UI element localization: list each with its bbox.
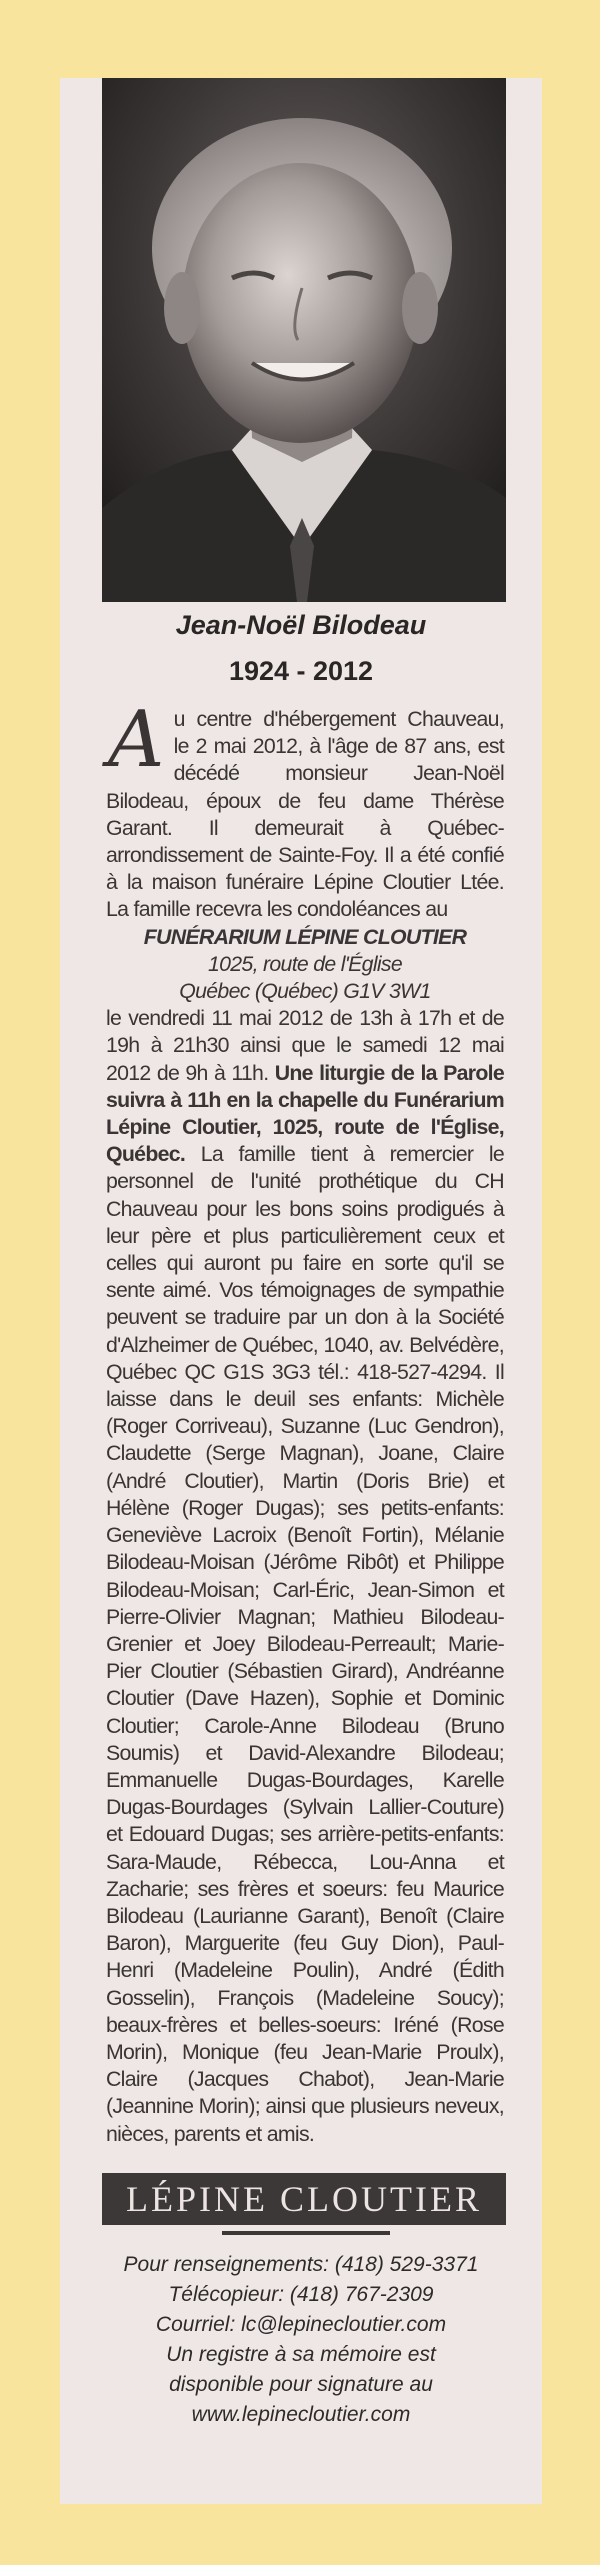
family-text: La famille tient à remercier le personnel de l'unité prothétique du CH Chauveau pour les bons soins prodigués à leur père et plus particulièrement ceux et celles qui auront pu faire en sorte qu'il se sente aimé. Vos témoignages de sympathie peuvent se traduire par un don à la Société d'Alzheimer de Québec, 1040, av. Belvédère, Québec QC G1S 3G3 tél.: 418-527-4294. Il laisse dans le deuil ses enfants: Michèle (Roger Corriveau), Suzanne (Luc Gendron), Claudette (Serge Magnan), Joane, Claire (André Cloutier), Martin (Doris Brie) et Hélène (Roger Dugas); ses petits-enfants: Geneviève Lacroix (Benoît Fortin), Mélanie Bilodeau-Moisan (Jérôme Ribôt) et Philippe Bilodeau-Moisan; Carl-Éric, Jean-Simon et Pierre-Olivier Magnan; Mathieu Bilodeau-Grenier et Joey Bilodeau-Perreault; Marie-Pier Cloutier (Sébastien Girard), Andréanne Cloutier (Dave Hazen), Sophie et Dominic Cloutier; Carole-Anne Bilodeau (Bruno Soumis) et David-Alexandre Bilodeau; Emmanuelle Dugas-Bourdages, Karelle Dugas-Bourdages (Sylvain Lallier-Couture) et Edouard Dugas; ses arrière-petits-enfants: Sara-Maude, Rébecca, Lou-Anna et Zacharie; ses frères et soeurs: feu Maurice Bilodeau (Laurianne Garant), Benoît (Claire Baron), Marguerite (feu Guy Dion), Paul-Henri (Madeleine Poulin), André (Édith Gosselin), François (Madeleine Soucy); beaux-frères et belles-soeurs: Iréné (Rose Morin), Monique (feu Jean-Marie Proulx), Claire (Jacques Chabot), Jean-Marie (Jeannine Morin); ainsi que plusieurs neveux, nièces, parents et amis.: [106, 1142, 505, 2146]
website-line: www.lepinecloutier.com: [191, 2403, 411, 2426]
email-line: Courriel: lc@lepinecloutier.com: [155, 2313, 447, 2336]
funeral-home-address-1: 1025, route de l'Église: [208, 951, 402, 976]
contact-block: [60, 2250, 542, 2430]
funeral-home-name: FUNÉRARIUM LÉPINE CLOUTIER: [143, 924, 467, 949]
funeral-home-address-2: Québec (Québec) G1V 3W1: [179, 979, 431, 1004]
fax-line: Télécopieur: (418) 767-2309: [168, 2283, 434, 2306]
registry-line-2: disponible pour signature au: [169, 2373, 433, 2396]
divider-rule: [222, 2231, 390, 2235]
deceased-name: Jean-Noël Bilodeau: [175, 610, 427, 640]
visitation-text: le vendredi 11 mai 2012 de 13h à 17h et de 19h à 21h30 ainsi que le samedi 12 mai 2012 de 9h à 11h.: [106, 1006, 504, 1085]
drop-cap: A: [108, 695, 164, 785]
registry-line-1: Un registre à sa mémoire est: [166, 2343, 436, 2366]
portrait-photo: [102, 78, 506, 602]
liturgy-text: Une liturgie de la Parole suivra à 11h en la chapelle du Funérarium Lépine Cloutier, 1025, route de l'Église, Québec.: [106, 1060, 504, 1167]
obituary-text: [106, 695, 505, 2148]
obituary-clipping: [60, 78, 542, 2504]
life-years: 1924 - 2012: [228, 656, 374, 686]
phone-line: Pour renseignements: (418) 529-3371: [123, 2253, 479, 2276]
intro-paragraph: u centre d'hébergement Chauveau, le 2 mai 2012, à l'âge de 87 ans, est décédé monsieur Jean-Noël Bilodeau, époux de feu dame Thérèse Garant. Il demeurait à Québec-arrondissement de Sainte-Foy. Il a été confié à la maison funéraire Lépine Cloutier Ltée. La famille recevra les condoléances au: [106, 707, 504, 922]
funeral-home-banner: LÉPINE CLOUTIER: [102, 2173, 506, 2225]
